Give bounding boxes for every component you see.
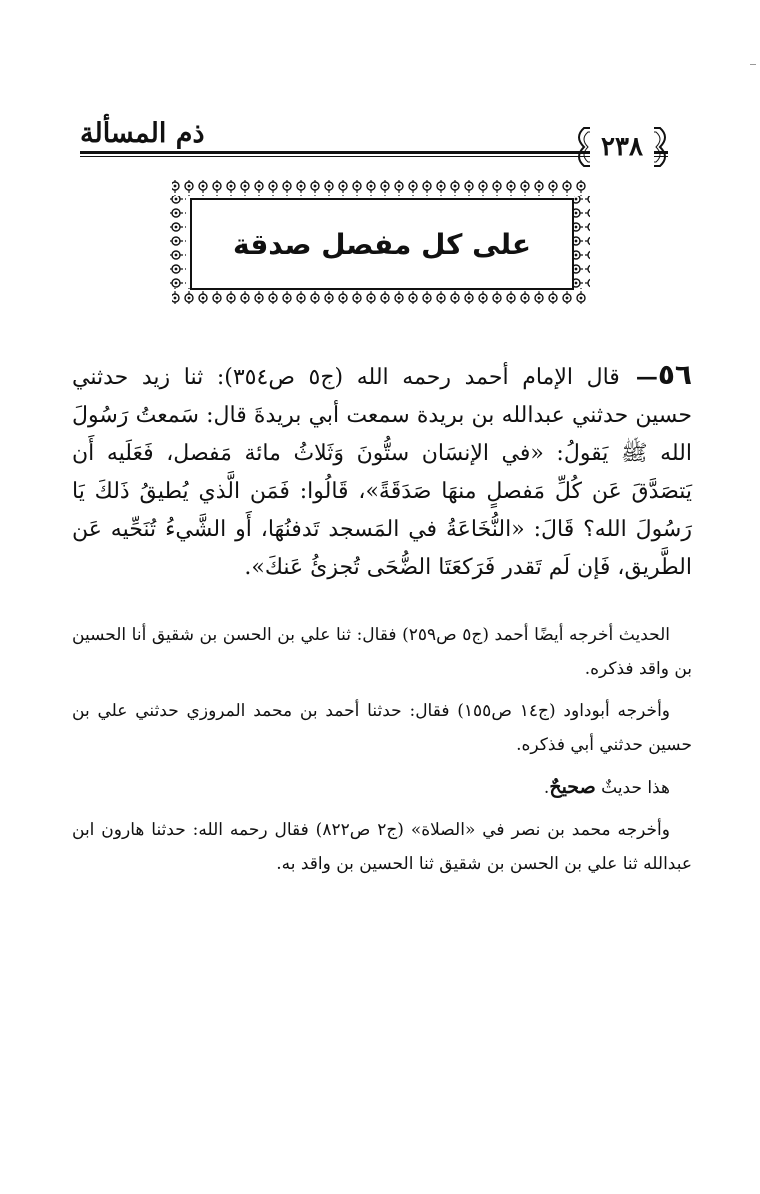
running-header-title: ذم المسألة (80, 118, 205, 149)
takhrij-paragraph: وأخرجه محمد بن نصر في «الصلاة» (ج٢ ص٨٢٢) فقال رحمه الله: حدثنا هارون ابن عبدالله ثنا علي بن الحسن بن شقيق ثنا الحسين بن واقد به. (72, 820, 692, 874)
verdict-prefix: هذا حديثٌ (601, 778, 670, 798)
page-number-ornament (570, 124, 674, 170)
hadith-body (72, 356, 692, 587)
takhrij-paragraph: وأخرجه أبوداود (ج١٤ ص١٥٥) فقال: حدثنا أحمد بن محمد المروزي حدثني علي بن حسين حدثني أبي فذكره. (72, 701, 692, 755)
verdict-line (72, 770, 692, 805)
hadith-dash: — (635, 364, 658, 390)
hadith-text: قال الإمام أحمد رحمه الله (ج٥ ص٣٥٤): ثنا زيد حدثني حسين حدثني عبدالله بن بريدة سمعت أبي بريدةَ قال: سَمعتُ رَسُولَ الله ﷺ يَقولُ: «في الإنسَان ستُّونَ وَثَلاثُ مائة مَفصل، فَعَلَيه أَن يَتصَدَّقَ عَن كُلِّ مَفصلٍ منهَا صَدَقَةً»، قَالُوا: فَمَن الَّذي يُطيقُ ذَلكَ يَا رَسُولَ الله؟ قَالَ: «النُّخَاعَةُ في المَسجد تَدفنُهَا، أَو الشَّيءُ تُنَحِّيه عَن الطَّريق، فَإن لَم تَقدر فَرَكعَتَا الضُّحَى تُجزئُ عَنكَ». (72, 365, 692, 580)
hadith-paragraph (72, 356, 692, 587)
takhrij-section (72, 618, 692, 889)
takhrij-paragraph: الحديث أخرجه أيضًا أحمد (ج٥ ص٢٥٩) فقال: ثنا علي بن الحسن بن شقيق أنا الحسين بن واقد فذكره. (72, 625, 692, 679)
chapter-title-frame (168, 178, 592, 306)
chapter-title: على كل مفصل صدقة (232, 227, 532, 261)
scan-mark (750, 64, 756, 65)
chapter-title-box (190, 198, 574, 290)
page-number: ٢٣٨ (590, 124, 654, 170)
verdict-suffix: . (543, 778, 550, 798)
verdict-word: صحيحٌ (549, 776, 596, 798)
hadith-number: ٥٦ (657, 358, 692, 391)
